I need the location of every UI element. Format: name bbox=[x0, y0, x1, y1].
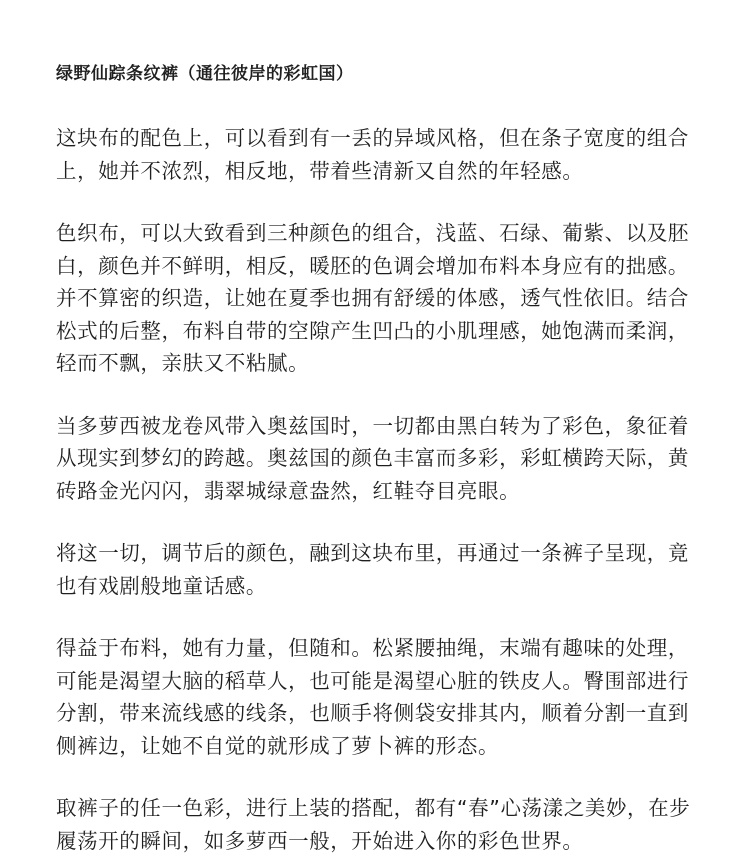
paragraph-styling: 取裤子的任一色彩，进行上装的搭配，都有“春”心荡漾之美妙，在步履荡开的瞬间，如多萝西一般，开始进入你的彩色世界。 bbox=[56, 796, 691, 853]
article bbox=[56, 62, 708, 857]
paragraph-color-scheme: 这块布的配色上，可以看到有一丢的异域风格，但在条子宽度的组合上，她并不浓烈，相反地，带着些清新又自然的年轻感。 bbox=[56, 126, 689, 183]
paragraph-fairytale: 将这一切，调节后的颜色，融到这块布里，再通过一条裤子呈现，竟也有戏剧般地童话感。 bbox=[56, 541, 689, 598]
paragraph-fabric: 色织布，可以大致看到三种颜色的组合，浅蓝、石绿、葡紫、以及胚白，颜色并不鲜明，相反，暖胚的色调会增加布料本身应有的拙感。并不算密的织造，让她在夏季也拥有舒缓的体感，透气性依旧。结合松式的后整，布料自带的空隙产生凹凸的小肌理感，她饱满而柔润，轻而不飘，亲肤又不粘腻。 bbox=[56, 221, 689, 375]
paragraph-oz-story: 当多萝西被龙卷风带入奥兹国时，一切都由黑白转为了彩色，象征着从现实到梦幻的跨越。奥兹国的颜色丰富而多彩，彩虹横跨天际，黄砖路金光闪闪，翡翠城绿意盎然，红鞋夺目亮眼。 bbox=[56, 413, 689, 503]
article-title: 绿野仙踪条纹裤（通往彼岸的彩虹国） bbox=[56, 64, 354, 84]
paragraph-design-details: 得益于布料，她有力量，但随和。松紧腰抽绳，末端有趣味的处理，可能是渴望大脑的稻草人，也可能是渴望心脏的铁皮人。臀围部进行分割，带来流线感的线条，也顺手将侧袋安排其内，顺着分割一直到侧裤边，让她不自觉的就形成了萝卜裤的形态。 bbox=[56, 636, 689, 758]
